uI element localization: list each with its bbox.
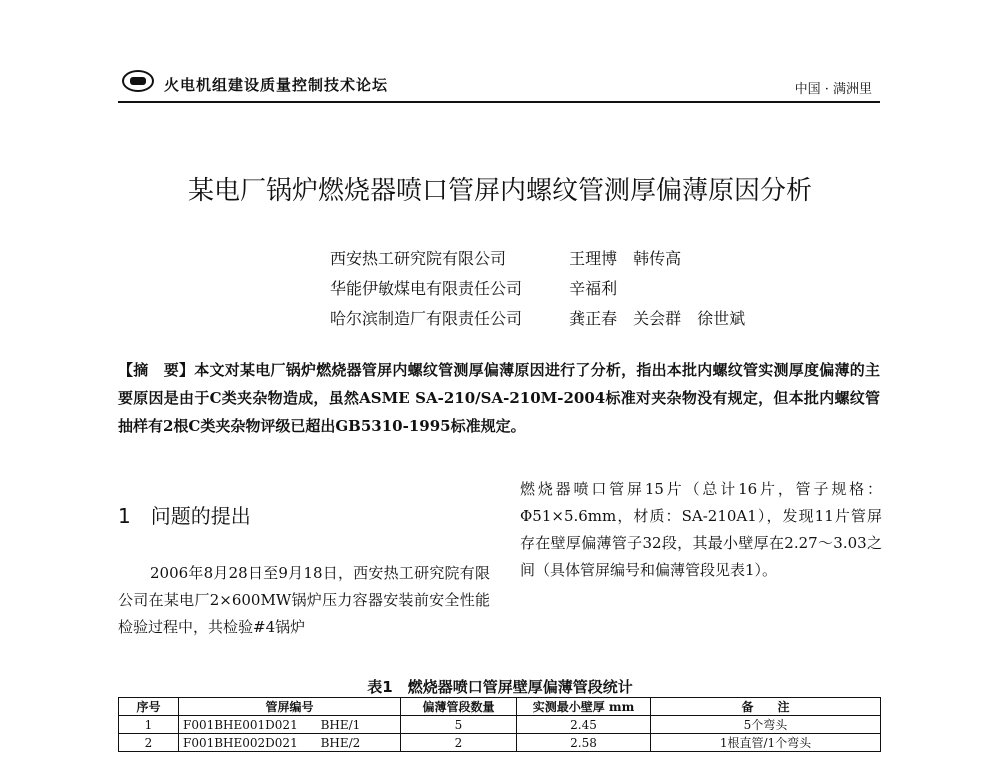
conference-location: 中国 · 满洲里: [794, 82, 872, 97]
abstract-text: 本文对某电厂锅炉燃烧器管屏内螺纹管测厚偏薄原因进行了分析，指出本批内螺纹管实测厚度偏薄的主要原因是由于C类夹杂物造成，虽然ASME SA-210/SA-210M-2004标准对夹杂物没有规定，但本批内螺纹管抽样有2根C类夹杂物评级已超出GB5310-1995标准规定。: [118, 361, 880, 435]
abstract: [118, 356, 880, 440]
body-paragraph-left: 2006年8月28日至9月18日，西安热工研究院有限公司在某电厂2×600MW锅炉压力容器安装前安全性能检验过程中，共检验#4锅炉: [118, 564, 490, 636]
table-caption: 表1 燃烧器喷口管屏壁厚偏薄管段统计: [367, 678, 633, 696]
column-header: 备 注: [651, 698, 881, 716]
table-row: [119, 716, 881, 734]
panel-tag: BHE/2: [320, 735, 361, 750]
cell-panel-code: [179, 716, 401, 734]
author-organization: 哈尔滨制造厂有限责任公司: [330, 309, 523, 328]
data-table: [118, 697, 881, 752]
section-heading: 1 问题的提出: [118, 504, 251, 528]
author-block: [330, 244, 745, 334]
panel-code: F001BHE002D021: [183, 735, 298, 750]
cell-note: 5个弯头: [651, 716, 881, 734]
author-organization: 西安热工研究院有限公司: [330, 249, 507, 268]
panel-tag: BHE/1: [320, 717, 361, 732]
panel-code: F001BHE001D021: [183, 717, 298, 732]
column-header: 偏薄管段数量: [401, 698, 517, 716]
header-rule: [118, 101, 880, 103]
author-row: [330, 304, 745, 334]
author-row: [330, 274, 745, 304]
author-row: [330, 244, 745, 274]
cell-min-thickness: 2.45: [517, 716, 651, 734]
cell-min-thickness: 2.58: [517, 734, 651, 752]
table-row: [119, 734, 881, 752]
abstract-label: 【摘 要】: [118, 361, 195, 379]
author-organization: 华能伊敏煤电有限责任公司: [330, 279, 523, 298]
author-names: 辛福利: [569, 279, 618, 298]
cell-note: 1根直管/1个弯头: [651, 734, 881, 752]
author-names: 王理博 韩传高: [569, 249, 682, 268]
column-header: 序号: [119, 698, 179, 716]
cell-count: 5: [401, 716, 517, 734]
table-header-row: [119, 698, 881, 716]
column-header: 实测最小壁厚 mm: [517, 698, 651, 716]
author-names: 龚正春 关会群 徐世斌: [569, 309, 746, 328]
cell-no: 1: [119, 716, 179, 734]
body-paragraph-right: 燃烧器喷口管屏15片（总计16片，管子规格：Φ51×5.6mm，材质：SA-210A1），发现11片管屏存在壁厚偏薄管子32段，其最小壁厚在2.27～3.03之间（具体管屏编号和偏薄管段见表1）。: [520, 480, 882, 579]
journal-logo-icon: [122, 70, 154, 92]
paper-title: 某电厂锅炉燃烧器喷口管屏内螺纹管测厚偏薄原因分析: [187, 176, 812, 206]
cell-count: 2: [401, 734, 517, 752]
column-header: 管屏编号: [179, 698, 401, 716]
cell-panel-code: [179, 734, 401, 752]
journal-name: 火电机组建设质量控制技术论坛: [164, 76, 389, 94]
cell-no: 2: [119, 734, 179, 752]
